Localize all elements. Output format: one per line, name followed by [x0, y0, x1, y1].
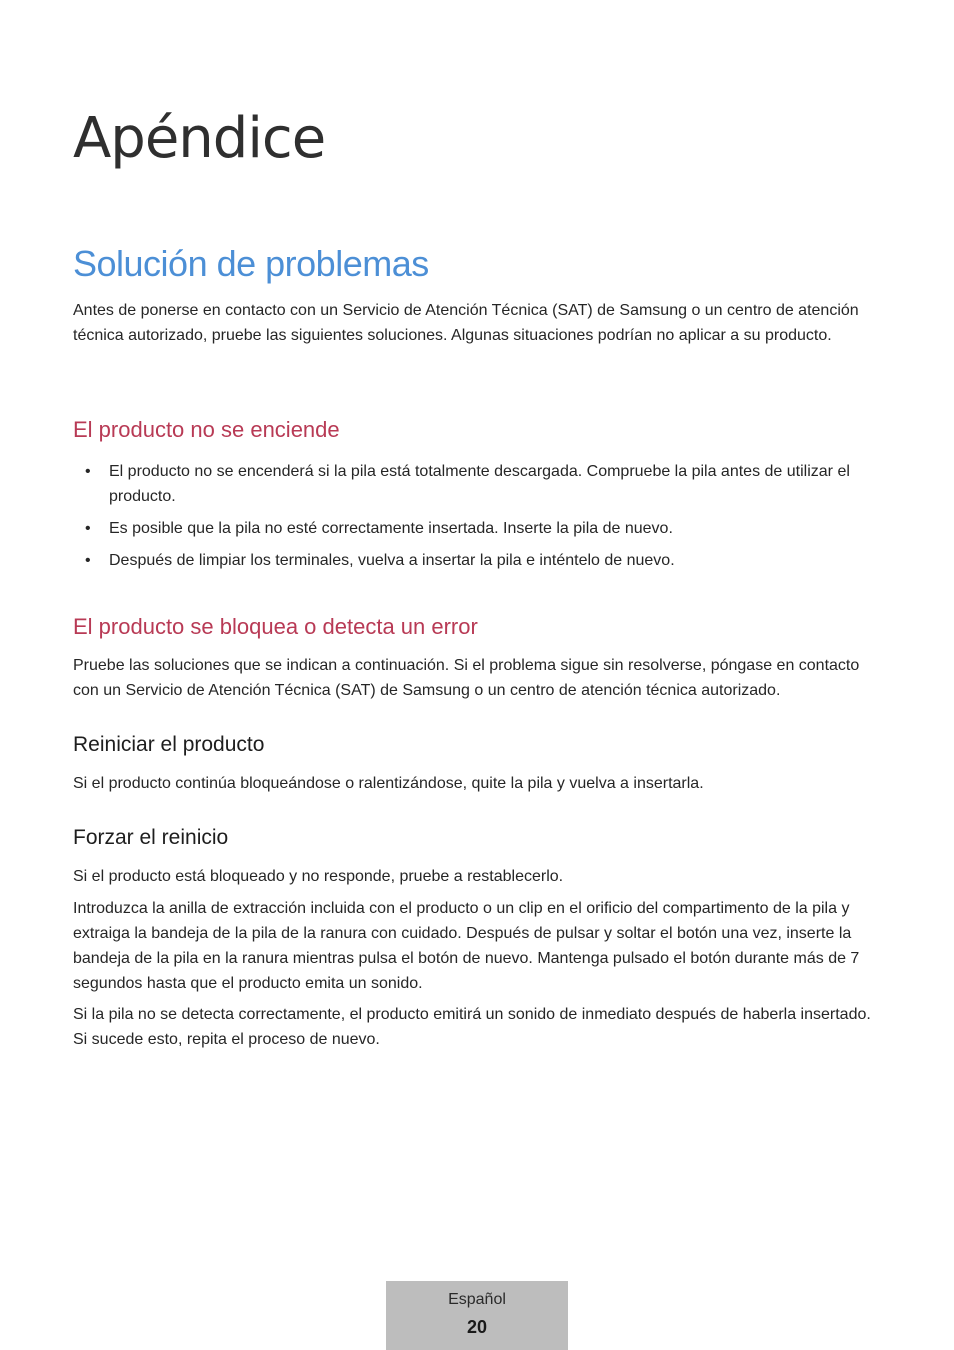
chapter-title: Apéndice — [73, 106, 326, 171]
list-item-text: Es posible que la pila no esté correctamente insertada. Inserte la pila de nuevo. — [109, 520, 673, 537]
subsection-title-freeze: El producto se bloquea o detecta un error — [73, 614, 478, 639]
section-title: Solución de problemas — [73, 243, 429, 284]
restart-paragraph: Si el producto continúa bloqueándose o ralentizándose, quite la pila y vuelva a insertarla. — [73, 775, 704, 792]
bullet-dot-icon: • — [85, 520, 91, 537]
list-item — [73, 459, 879, 509]
list-item — [73, 548, 879, 573]
freeze-paragraph: Pruebe las soluciones que se indican a continuación. Si el problema sigue sin resolverse, póngase en contacto con un Servicio de Atención Técnica (SAT) de Samsung o un centro de atención técnica autorizado. — [73, 657, 860, 699]
page-number: 20 — [466, 1317, 488, 1337]
bullet-dot-icon: • — [85, 552, 91, 569]
page-footer — [386, 1281, 568, 1350]
heading-force-restart: Forzar el reinicio — [73, 826, 229, 849]
list-item — [73, 516, 879, 541]
force-restart-paragraph-3: Si la pila no se detecta correctamente, el producto emitirá un sonido de inmediato después de haberla insertado. Si sucede esto, repita el proceso de nuevo. — [73, 1006, 871, 1048]
subsection-title-no-power: El producto no se enciende — [73, 417, 340, 442]
force-restart-paragraph-2: Introduzca la anilla de extracción incluida con el producto o un clip en el orificio del compartimento de la pila y extraiga la bandeja de la pila de la ranura con cuidado. Después de pulsar y soltar el botón una vez, inserte la bandeja de la pila en la ranura mientras pulsa el botón de nuevo. Mantenga pulsado el botón durante más de 7 segundos hasta que el producto emita un sonido. — [73, 900, 860, 992]
force-restart-paragraph-1: Si el producto está bloqueado y no responde, pruebe a restablecerlo. — [73, 868, 564, 885]
list-item-text: Después de limpiar los terminales, vuelva a insertar la pila e inténtelo de nuevo. — [109, 552, 675, 569]
bullet-dot-icon: • — [85, 463, 91, 480]
footer-language: Español — [448, 1291, 506, 1308]
heading-restart: Reiniciar el producto — [73, 733, 265, 756]
no-power-bullet-list — [73, 459, 879, 580]
intro-paragraph: Antes de ponerse en contacto con un Servicio de Atención Técnica (SAT) de Samsung o un centro de atención técnica autorizado, pruebe las siguientes soluciones. Algunas situaciones podrían no aplicar a su producto. — [73, 302, 859, 344]
list-item-text: El producto no se encenderá si la pila está totalmente descargada. Compruebe la pila antes de utilizar el producto. — [109, 463, 850, 505]
